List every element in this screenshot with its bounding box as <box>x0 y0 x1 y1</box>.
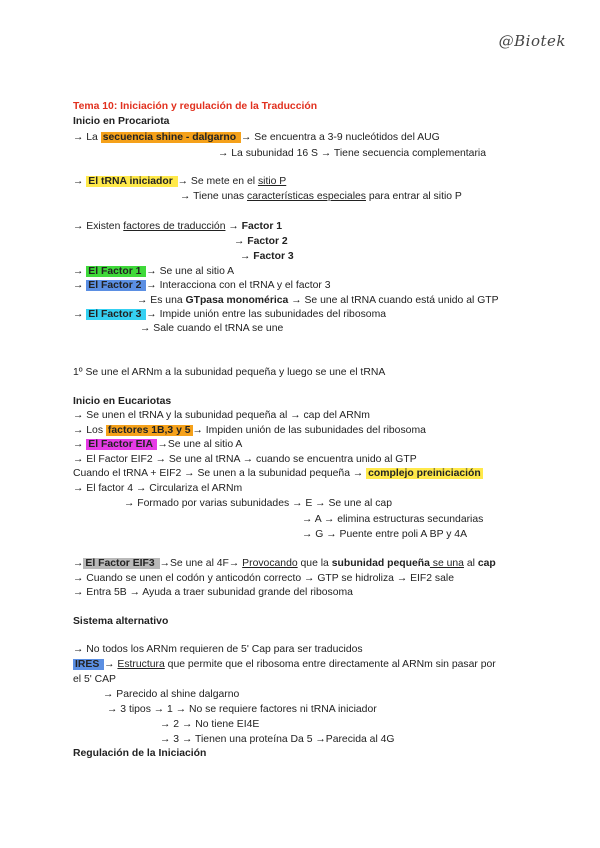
note-line <box>103 688 239 701</box>
note-text: el 5' CAP <box>73 674 116 685</box>
note-text: Cuando el tRNA + EIF2 → Se unen a la subunidad pequeña → <box>73 468 367 479</box>
note-text: → Se une al sitio A <box>146 266 235 277</box>
note-text: → No todos los ARNm requieren de 5' Cap para ser traducidos <box>73 644 363 655</box>
note-line <box>73 409 370 422</box>
note-line <box>73 615 168 628</box>
note-text: → <box>240 251 254 262</box>
note-line <box>180 190 462 203</box>
note-line <box>218 147 486 160</box>
note-text: →Se une al 4F→ <box>159 558 243 569</box>
note-text: → A → elimina estructuras secundarias <box>302 514 484 525</box>
note-text: → Existen <box>73 221 124 232</box>
note-line <box>302 528 467 541</box>
note-text: cap <box>477 558 496 569</box>
note-text: → <box>73 280 87 291</box>
note-text: Provocando <box>242 558 298 569</box>
note-text: → Se encuentra a 3-9 nucleótidos del AUG <box>241 132 440 143</box>
note-text: Regulación de la Iniciación <box>73 748 207 759</box>
watermark-signature: @Biotek <box>498 32 566 50</box>
note-text: → Interacciona con el tRNA y el factor 3 <box>146 280 331 291</box>
note-text: → <box>104 659 118 670</box>
note-text: → Impide unión entre las subunidades del ribosoma <box>146 309 387 320</box>
highlighted-term: El Factor 3 <box>88 309 145 320</box>
note-text: →Se une al sitio A <box>157 439 243 450</box>
note-text: → <box>234 236 248 247</box>
note-line <box>73 279 331 292</box>
note-line <box>73 467 483 480</box>
note-text: → 2 → No tiene EI4E <box>160 719 260 730</box>
highlighted-term: factores 1B,3 y 5 <box>107 425 191 436</box>
note-text: → Se unen el tRNA y la subunidad pequeña al → cap del ARNm <box>73 410 370 421</box>
note-text: → Sale cuando el tRNA se une <box>140 323 284 334</box>
note-text: → <box>225 221 242 232</box>
highlighted-term: IRES <box>75 659 103 670</box>
note-text: Factor 3 <box>253 251 294 262</box>
note-line <box>73 557 496 570</box>
note-text: que la <box>297 558 332 569</box>
note-line <box>73 572 454 585</box>
note-text: → G → Puente entre poli A BP y 4A <box>302 529 467 540</box>
note-text: 1º Se une el ARNm a la subunidad pequeña y luego se une el tRNA <box>73 367 386 378</box>
note-line <box>73 395 171 408</box>
note-line <box>73 424 426 437</box>
note-line <box>73 482 242 495</box>
note-line <box>73 453 417 466</box>
note-text: → Impiden unión de las subunidades del ribosoma <box>192 425 426 436</box>
highlighted-term: El tRNA iniciador <box>88 176 176 187</box>
note-line <box>124 497 392 510</box>
note-line <box>160 718 259 731</box>
note-line <box>240 250 294 263</box>
note-text: → 3 → Tienen una proteína Da 5 →Parecida al 4G <box>160 734 395 745</box>
note-line <box>73 131 440 144</box>
note-text: GTpasa monomérica <box>185 295 289 306</box>
note-text: → Cuando se unen el codón y anticodón correcto → GTP se hidroliza → EIF2 sale <box>73 573 454 584</box>
note-text: → Se une al tRNA cuando está unido al GTP <box>288 295 499 306</box>
note-text: → <box>73 266 87 277</box>
note-line <box>73 643 363 656</box>
note-text: Factor 1 <box>241 221 283 232</box>
note-text: → La subunidad 16 S → Tiene secuencia complementaria <box>218 148 487 159</box>
note-text: Factor 2 <box>247 236 288 247</box>
note-text: → El factor 4 → Circulariza el ARNm <box>73 483 243 494</box>
note-text: que permite que el ribosoma entre directamente al ARNm sin pasar por <box>164 659 496 670</box>
note-text: → <box>73 309 87 320</box>
note-text: → Parecido al shine dalgarno <box>103 689 240 700</box>
note-line <box>140 322 283 335</box>
note-text: → Entra 5B → Ayuda a traer subunidad grande del ribosoma <box>73 587 353 598</box>
note-text: → Se mete en el <box>177 176 258 187</box>
highlighted-term: El Factor 2 <box>88 280 145 291</box>
note-line <box>302 513 483 526</box>
note-line <box>73 175 286 188</box>
note-text: → Es una <box>137 295 186 306</box>
note-line <box>137 294 499 307</box>
note-text: → 3 tipos → 1 → No se requiere factores ni tRNA iniciador <box>107 704 377 715</box>
highlighted-term: El Factor 1 <box>88 266 145 277</box>
note-text: → Formado por varias subunidades → E → Se une al cap <box>124 498 392 509</box>
note-text: → La <box>73 132 101 143</box>
note-line <box>73 438 242 451</box>
note-text: subunidad pequeña <box>331 558 430 569</box>
highlighted-term: El Factor EIF3 <box>85 558 158 569</box>
note-text: sitio P <box>257 176 287 187</box>
note-text: al <box>463 558 478 569</box>
note-line <box>73 308 386 321</box>
note-line <box>73 658 496 671</box>
note-text: → Tiene unas <box>180 191 248 202</box>
note-text: → El Factor EIF2 → Se une al tRNA → cuando se encuentra unido al GTP <box>73 454 417 465</box>
note-line <box>73 673 116 686</box>
note-line <box>73 265 234 278</box>
note-line <box>107 703 377 716</box>
note-text: → Los <box>73 425 106 436</box>
note-line <box>73 366 385 379</box>
highlighted-term: complejo preiniciación <box>368 468 481 479</box>
note-text: Tema 10: Iniciación y regulación de la Traducción <box>73 101 318 112</box>
note-text: Inicio en Procariota <box>73 116 170 127</box>
note-line <box>73 100 317 113</box>
note-line <box>73 586 353 599</box>
note-text: → <box>73 176 87 187</box>
note-line <box>73 115 169 128</box>
note-line <box>160 733 395 746</box>
highlighted-term: secuencia shine - dalgarno <box>102 132 240 143</box>
note-text: se una <box>429 558 464 569</box>
note-text: → <box>73 558 84 569</box>
note-text: características especiales <box>247 191 366 202</box>
note-text: Sistema alternativo <box>73 616 169 627</box>
note-text: para entrar al sitio P <box>365 191 462 202</box>
note-text: factores de traducción <box>123 221 226 232</box>
note-line <box>73 747 206 760</box>
note-text: Estructura <box>117 659 165 670</box>
note-line <box>234 235 288 248</box>
highlighted-term: El Factor EIA <box>88 439 156 450</box>
note-text: → <box>73 439 87 450</box>
note-line <box>73 220 282 233</box>
note-text: Inicio en Eucariotas <box>73 396 172 407</box>
